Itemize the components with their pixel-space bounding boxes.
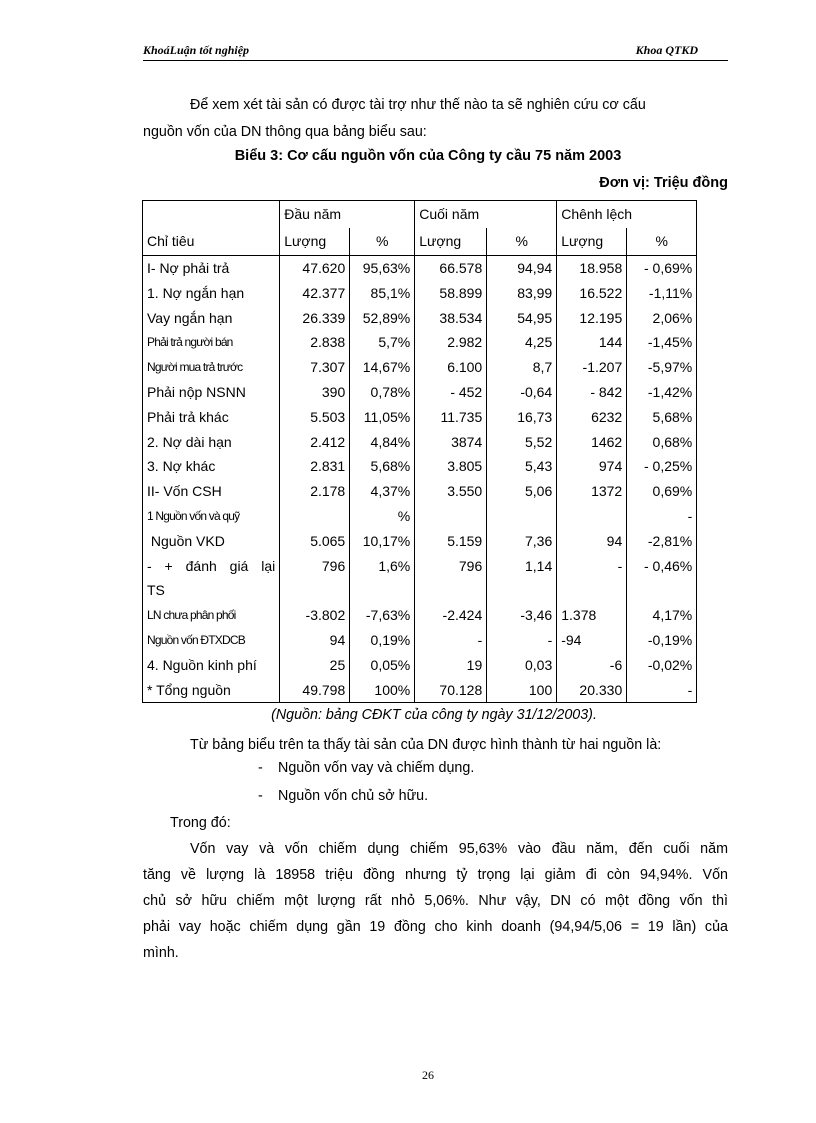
cell: 0,19% — [350, 628, 415, 653]
cell: -3,46 — [487, 603, 557, 628]
table-row — [143, 330, 697, 355]
cell: 4,84% — [350, 430, 415, 455]
cell: 85,1% — [350, 281, 415, 306]
cell: 11,05% — [350, 405, 415, 430]
table-row-total — [143, 678, 697, 703]
cell: 11.735 — [415, 405, 487, 430]
cell: 1,6% — [350, 554, 415, 579]
cell — [280, 504, 350, 529]
table-row — [143, 578, 697, 603]
cell: - — [487, 628, 557, 653]
cell: 20.330 — [557, 678, 627, 703]
table-row — [143, 355, 697, 380]
row-label: 3. Nợ khác — [143, 454, 280, 479]
cell: -7,63% — [350, 603, 415, 628]
cell: - 0,25% — [627, 454, 697, 479]
list-item — [258, 760, 474, 776]
cell: 95,63% — [350, 256, 415, 281]
cell: 5.065 — [280, 529, 350, 554]
cell: -1,11% — [627, 281, 697, 306]
cell: 5,68% — [627, 405, 697, 430]
after-table-text: Từ bảng biểu trên ta thấy tài sản của DN được hình thành từ hai nguồn là: — [190, 737, 662, 753]
cell: 2,06% — [627, 306, 697, 331]
table-row — [143, 281, 697, 306]
cell: 47.620 — [280, 256, 350, 281]
cell: 100% — [350, 678, 415, 703]
cell: 2.838 — [280, 330, 350, 355]
table-row — [143, 529, 697, 554]
intro-line-2: nguồn vốn của DN thông qua bảng biểu sau: — [143, 124, 427, 140]
header-cuoi-nam: Cuối năm — [415, 201, 557, 229]
cell: 1,14 — [487, 554, 557, 579]
table-title: Biểu 3: Cơ cấu nguồn vốn của Công ty cầu 75 năm 2003 — [234, 148, 622, 164]
cell: 3874 — [415, 430, 487, 455]
cell: 12.195 — [557, 306, 627, 331]
header-chenh-lech: Chênh lệch — [557, 201, 697, 229]
cell: 19 — [415, 653, 487, 678]
cell: 7,36 — [487, 529, 557, 554]
cell: - — [627, 504, 697, 529]
subheader-cell: Lượng — [280, 228, 350, 256]
table-row — [143, 628, 697, 653]
table-row — [143, 306, 697, 331]
cell: -2.424 — [415, 603, 487, 628]
cell: -0,19% — [627, 628, 697, 653]
table-source-note: (Nguồn: bảng CĐKT của công ty ngày 31/12/2003). — [271, 707, 597, 723]
unit-label: Đơn vị: Triệu đồng — [599, 175, 728, 191]
cell: 2.982 — [415, 330, 487, 355]
corner-cell — [143, 201, 280, 229]
cell: 1462 — [557, 430, 627, 455]
final-paragraph-line: chủ sở hữu chiếm một lượng rất nhỏ 5,06%. Như vậy, DN có một đồng vốn thì — [143, 893, 728, 909]
list-bullet: - — [258, 788, 263, 804]
cell: 5.503 — [280, 405, 350, 430]
cell — [415, 504, 487, 529]
cell: - 842 — [557, 380, 627, 405]
table-row — [143, 479, 697, 504]
subheader-cell: Lượng — [557, 228, 627, 256]
table-row — [143, 603, 697, 628]
cell: 0,78% — [350, 380, 415, 405]
cell: 94 — [280, 628, 350, 653]
row-label: 4. Nguồn kinh phí — [143, 653, 280, 678]
cell: - — [627, 678, 697, 703]
cell: 5,52 — [487, 430, 557, 455]
cell: - 452 — [415, 380, 487, 405]
cell: - 0,46% — [627, 554, 697, 579]
cell: 3.805 — [415, 454, 487, 479]
header-dau-nam: Đầu năm — [280, 201, 415, 229]
list-item-text: Nguồn vốn chủ sở hữu. — [278, 788, 429, 804]
final-paragraph-line: phải vay hoặc chiếm dụng gần 19 đồng cho kinh doanh (94,94/5,06 = 19 lần) của — [143, 919, 728, 935]
table-row — [143, 454, 697, 479]
cell: 49.798 — [280, 678, 350, 703]
row-label: II- Vốn CSH — [143, 479, 280, 504]
cell: -1,42% — [627, 380, 697, 405]
cell: 796 — [280, 554, 350, 579]
table-row — [143, 504, 697, 529]
cell: 5,68% — [350, 454, 415, 479]
cell — [280, 578, 350, 603]
row-label: Người mua trả trước — [143, 355, 280, 380]
row-label: - + đánh giá lại — [143, 554, 280, 579]
cell: - — [557, 554, 627, 579]
table-row — [143, 405, 697, 430]
cell: 94,94 — [487, 256, 557, 281]
row-label: 2. Nợ dài hạn — [143, 430, 280, 455]
table-header-row-1 — [143, 201, 697, 229]
row-label: Nguồn vốn ĐTXDCB — [143, 628, 280, 653]
cell — [415, 578, 487, 603]
table-row — [143, 653, 697, 678]
row-label: 1. Nợ ngắn hạn — [143, 281, 280, 306]
cell: 7.307 — [280, 355, 350, 380]
cell: 66.578 — [415, 256, 487, 281]
cell: 16,73 — [487, 405, 557, 430]
cell: 8,7 — [487, 355, 557, 380]
capital-structure-table — [142, 200, 697, 703]
row-label: * Tổng nguồn — [143, 678, 280, 703]
cell: 26.339 — [280, 306, 350, 331]
cell: 0,05% — [350, 653, 415, 678]
final-paragraph-line: Vốn vay và vốn chiếm dụng chiếm 95,63% vào đầu năm, đến cuối năm — [190, 841, 728, 857]
list-bullet: - — [258, 760, 263, 776]
cell: -2,81% — [627, 529, 697, 554]
cell: 4,17% — [627, 603, 697, 628]
list-item — [258, 788, 428, 804]
cell: -5,97% — [627, 355, 697, 380]
cell — [557, 504, 627, 529]
table-row — [143, 430, 697, 455]
subheader-cell: % — [627, 228, 697, 256]
cell: -1.207 — [557, 355, 627, 380]
row-label: Phải nộp NSNN — [143, 380, 280, 405]
subheader-cell: % — [350, 228, 415, 256]
cell: 6232 — [557, 405, 627, 430]
final-paragraph-line: tăng về lượng là 18958 triệu đồng nhưng tỷ trọng lại giảm đi còn 94,94%. Vốn — [143, 867, 728, 883]
cell: -1,45% — [627, 330, 697, 355]
cell: 18.958 — [557, 256, 627, 281]
header-chi-tieu: Chỉ tiêu — [143, 228, 280, 256]
row-label: Phải trả khác — [143, 405, 280, 430]
cell: -3.802 — [280, 603, 350, 628]
cell: 54,95 — [487, 306, 557, 331]
cell: -94 — [557, 628, 627, 653]
cell — [627, 578, 697, 603]
cell: 0,69% — [627, 479, 697, 504]
cell: 796 — [415, 554, 487, 579]
cell: 4,37% — [350, 479, 415, 504]
cell: 2.412 — [280, 430, 350, 455]
final-paragraph-line: mình. — [143, 945, 179, 961]
cell — [557, 578, 627, 603]
cell: % — [350, 504, 415, 529]
cell: 2.831 — [280, 454, 350, 479]
list-item-text: Nguồn vốn vay và chiếm dụng. — [278, 760, 475, 776]
header-right: Khoa QTKD — [635, 43, 698, 57]
cell: 10,17% — [350, 529, 415, 554]
cell — [487, 504, 557, 529]
cell: 25 — [280, 653, 350, 678]
row-label: TS — [143, 578, 280, 603]
cell: 2.178 — [280, 479, 350, 504]
table-row — [143, 256, 697, 281]
cell: 1.378 — [557, 603, 627, 628]
row-label: 1 Nguồn vốn và quỹ — [143, 504, 280, 529]
table-header-row-2 — [143, 228, 697, 256]
table-row — [143, 554, 697, 579]
cell: 52,89% — [350, 306, 415, 331]
row-label: I- Nợ phải trả — [143, 256, 280, 281]
subheader-cell: % — [487, 228, 557, 256]
cell: 38.534 — [415, 306, 487, 331]
cell: 3.550 — [415, 479, 487, 504]
cell: 5,43 — [487, 454, 557, 479]
cell: 58.899 — [415, 281, 487, 306]
page-header — [143, 42, 728, 61]
cell: 974 — [557, 454, 627, 479]
header-left: KhoáLuận tốt nghiệp — [143, 43, 250, 57]
cell: 83,99 — [487, 281, 557, 306]
table-row — [143, 380, 697, 405]
cell: 5,06 — [487, 479, 557, 504]
cell: 14,67% — [350, 355, 415, 380]
page-number: 26 — [422, 1068, 434, 1082]
row-label: LN chưa phân phối — [143, 603, 280, 628]
cell: 94 — [557, 529, 627, 554]
cell: 390 — [280, 380, 350, 405]
cell: 1372 — [557, 479, 627, 504]
cell: 5,7% — [350, 330, 415, 355]
cell: 16.522 — [557, 281, 627, 306]
cell: 5.159 — [415, 529, 487, 554]
cell: -6 — [557, 653, 627, 678]
subheader-cell: Lượng — [415, 228, 487, 256]
cell — [350, 578, 415, 603]
row-label: Phải trả người bán — [143, 330, 280, 355]
cell: - 0,69% — [627, 256, 697, 281]
cell: 144 — [557, 330, 627, 355]
row-label: Vay ngắn hạn — [143, 306, 280, 331]
cell: 70.128 — [415, 678, 487, 703]
cell: 42.377 — [280, 281, 350, 306]
cell: 100 — [487, 678, 557, 703]
cell: -0,64 — [487, 380, 557, 405]
cell: 0,03 — [487, 653, 557, 678]
trong-do-label: Trong đó: — [170, 815, 231, 831]
cell: 0,68% — [627, 430, 697, 455]
cell: -0,02% — [627, 653, 697, 678]
cell: - — [415, 628, 487, 653]
cell — [487, 578, 557, 603]
cell: 6.100 — [415, 355, 487, 380]
row-label: Nguồn VKD — [143, 529, 280, 554]
cell: 4,25 — [487, 330, 557, 355]
intro-line-1: Để xem xét tài sản có được tài trợ như thế nào ta sẽ nghiên cứu cơ cấu — [190, 97, 646, 113]
